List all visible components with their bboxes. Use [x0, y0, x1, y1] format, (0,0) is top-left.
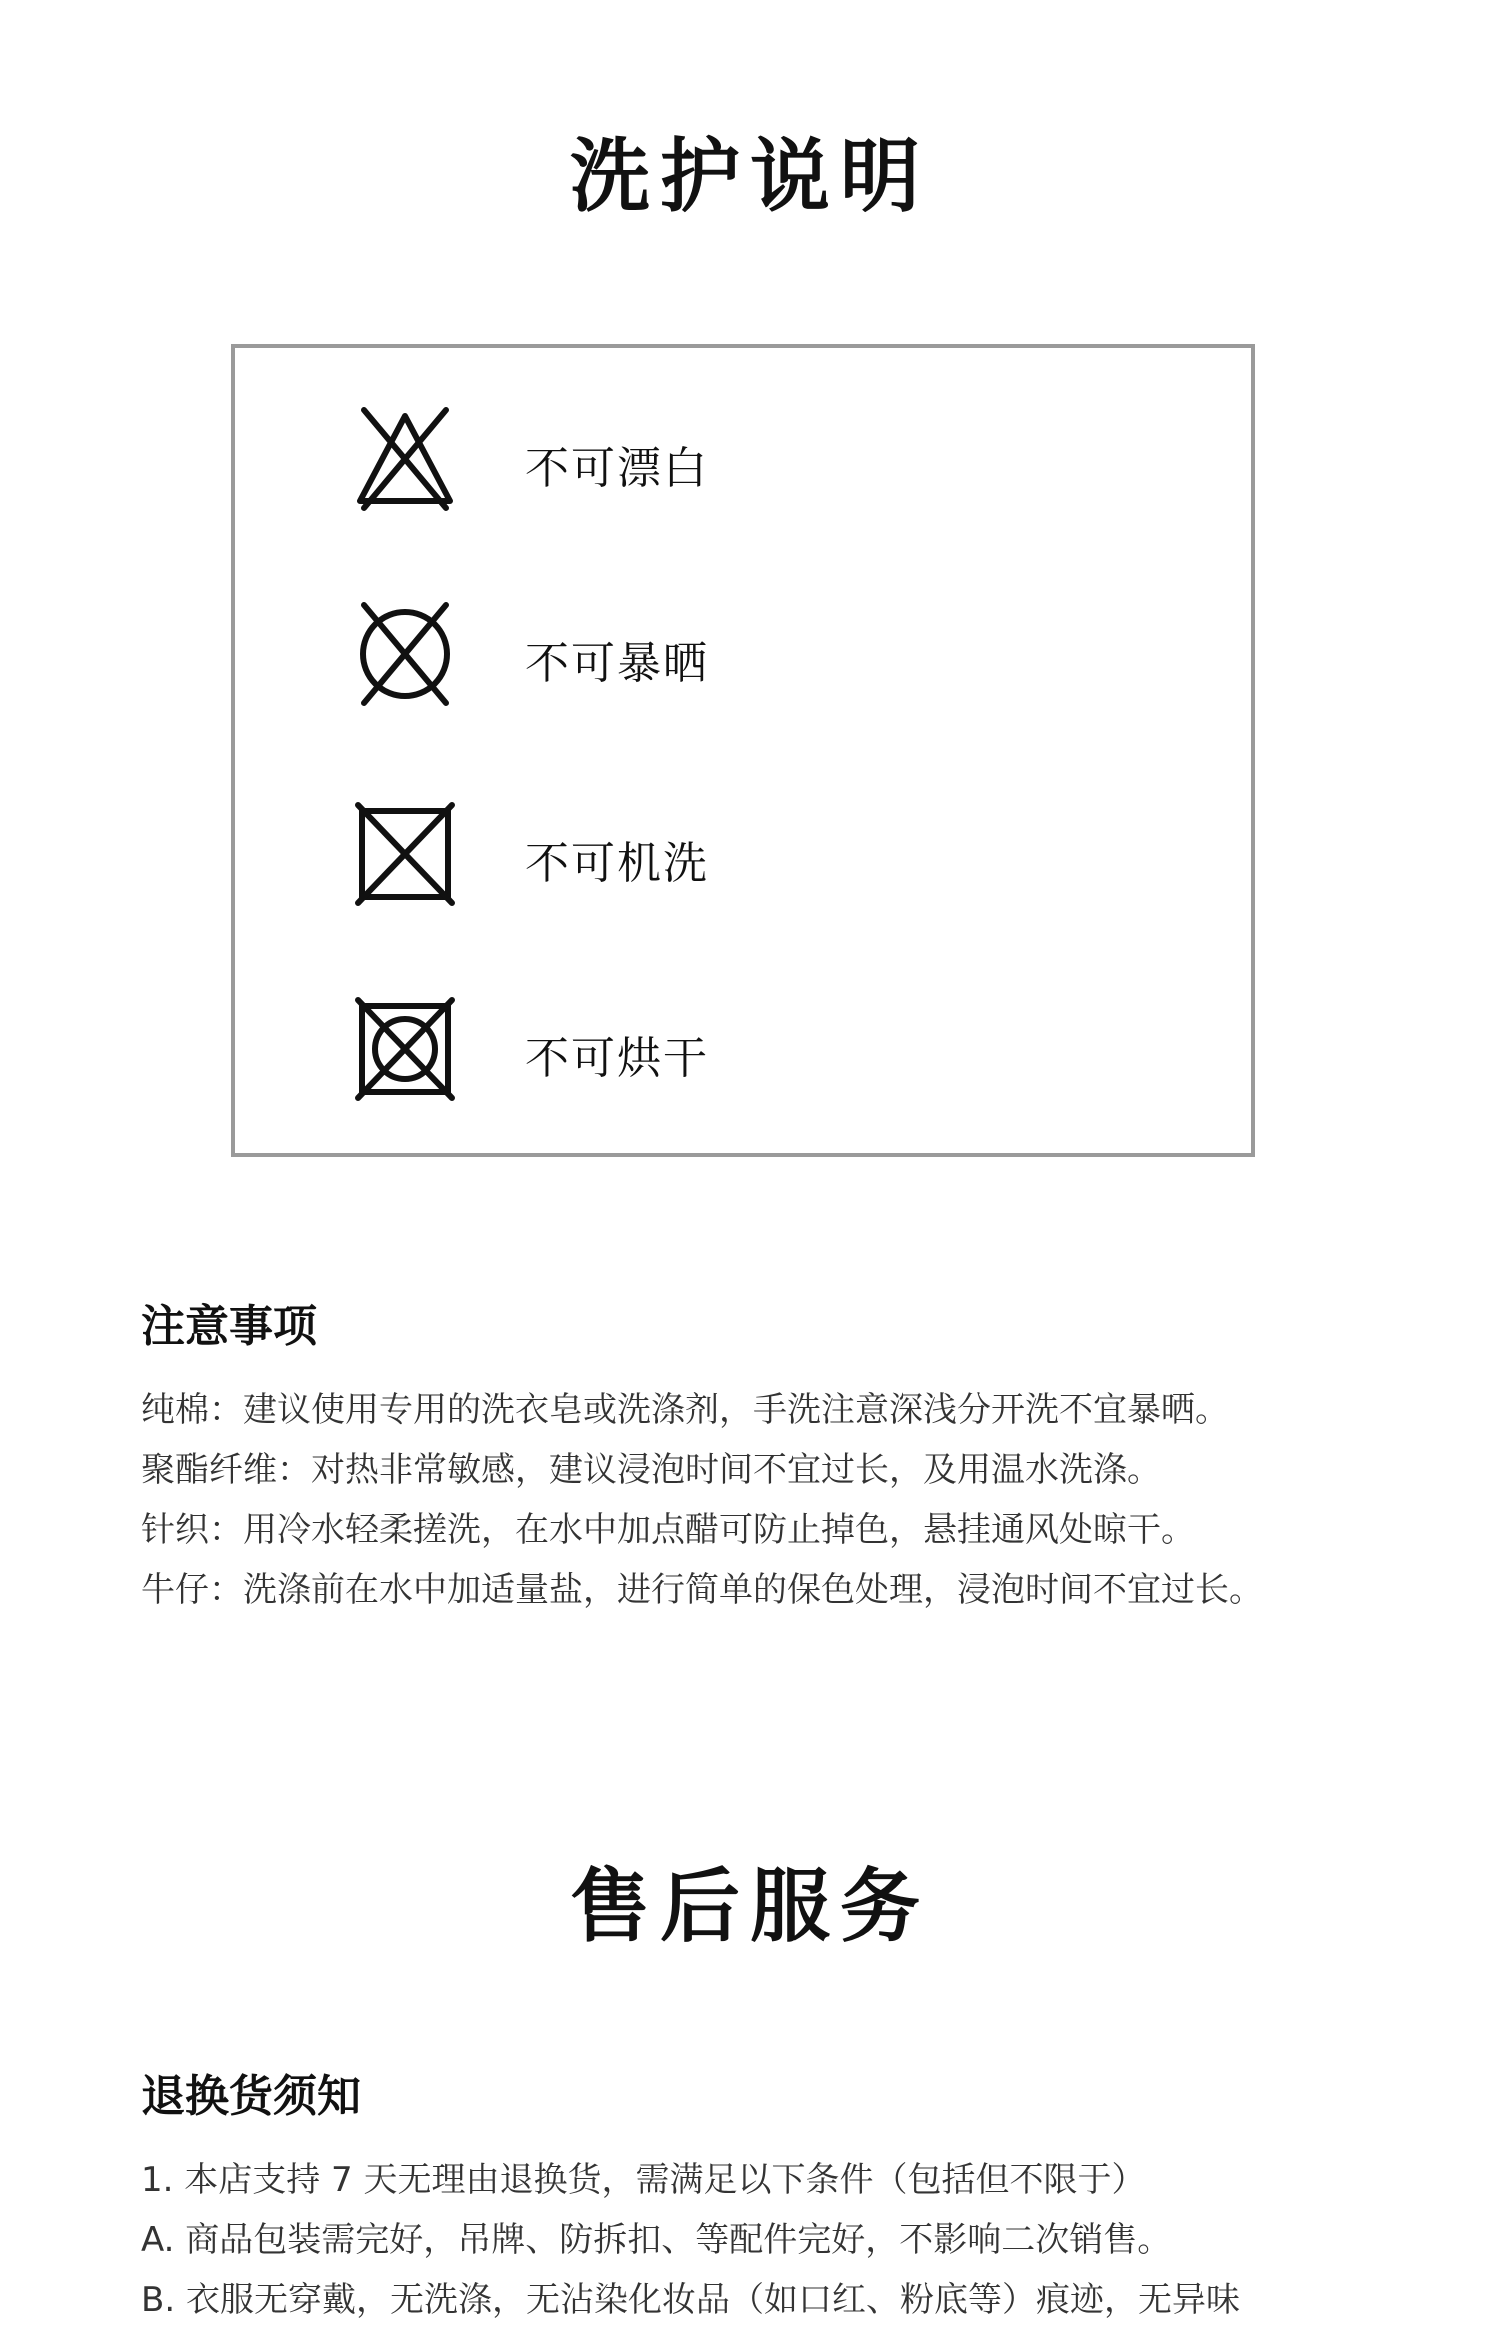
no-sun-drying-icon	[350, 599, 460, 709]
returns-line: B. 衣服无穿戴，无洗涤，无沾染化妆品（如口红、粉底等）痕迹，无异味	[141, 2280, 1240, 2320]
precautions-heading: 注意事项	[141, 1301, 317, 1352]
precaution-line: 聚酯纤维：对热非常敏感，建议浸泡时间不宜过长，及用温水洗涤。	[141, 1450, 1161, 1490]
care-item-no-bleach	[235, 404, 1251, 514]
care-item-label: 不可机洗	[525, 838, 709, 889]
no-bleach-icon	[350, 404, 460, 514]
care-item-label: 不可烘干	[525, 1033, 709, 1084]
after-sales-title: 售后服务	[570, 1860, 930, 1953]
precautions-section	[141, 1290, 1401, 1620]
care-symbols-box	[231, 344, 1255, 1157]
care-item-label: 不可暴晒	[525, 638, 709, 689]
returns-section	[141, 2060, 1401, 2330]
returns-heading: 退换货须知	[141, 2071, 361, 2122]
no-tumble-dry-icon	[350, 994, 460, 1104]
precaution-line: 纯棉：建议使用专用的洗衣皂或洗涤剂，手洗注意深浅分开洗不宜暴晒。	[141, 1390, 1229, 1430]
returns-line: 1. 本店支持 7 天无理由退换货，需满足以下条件（包括但不限于）	[141, 2160, 1146, 2200]
no-machine-wash-icon	[350, 799, 460, 909]
returns-line: A. 商品包装需完好，吊牌、防拆扣、等配件完好，不影响二次销售。	[141, 2220, 1172, 2260]
care-item-label: 不可漂白	[525, 443, 709, 494]
care-item-no-tumble-dry	[235, 994, 1251, 1104]
precaution-line: 针织：用冷水轻柔搓洗，在水中加点醋可防止掉色，悬挂通风处晾干。	[141, 1510, 1195, 1550]
care-item-no-machine-wash	[235, 799, 1251, 909]
care-instructions-title: 洗护说明	[570, 130, 930, 223]
care-item-no-sun-drying	[235, 599, 1251, 709]
precaution-line: 牛仔：洗涤前在水中加适量盐，进行简单的保色处理，浸泡时间不宜过长。	[141, 1570, 1263, 1610]
